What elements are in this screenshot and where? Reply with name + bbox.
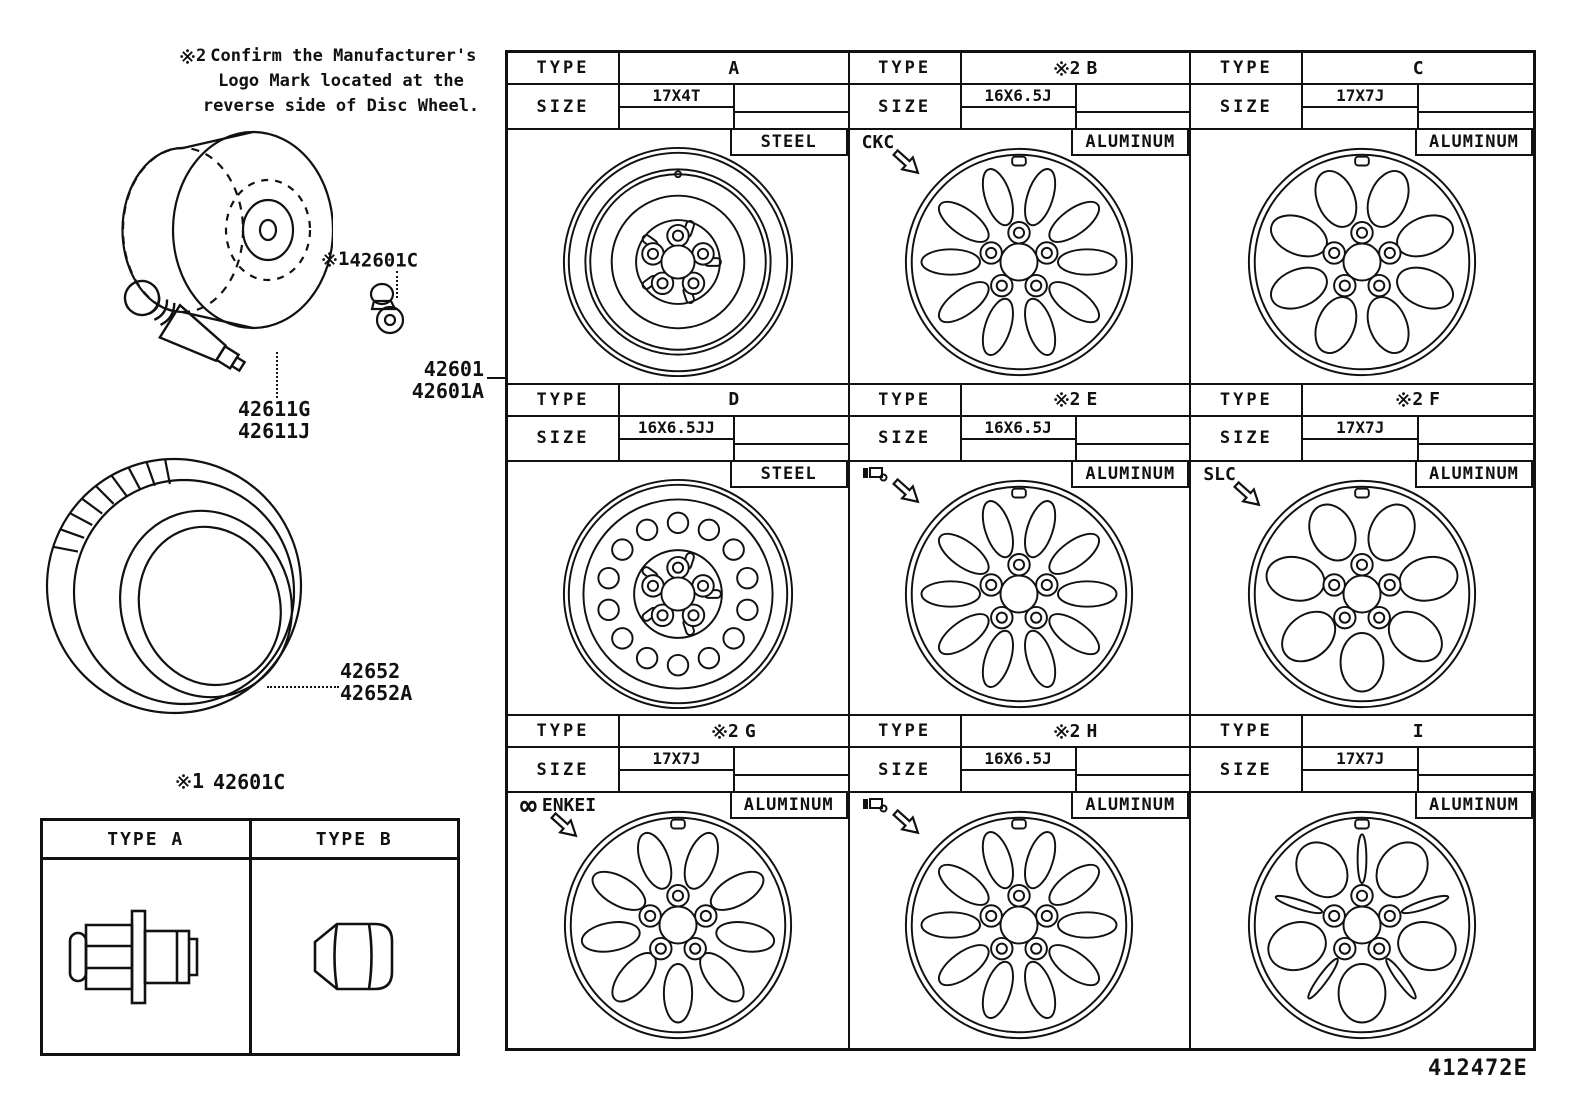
spec-header [1191, 716, 1533, 793]
wheel-illustration [508, 145, 848, 383]
pointer-arrow-icon [1227, 481, 1271, 521]
type-label: TYPE [508, 716, 620, 746]
size-value: 16X6.5J [984, 417, 1052, 437]
reference-mark: 2 [1054, 721, 1081, 742]
size-label: SIZE [850, 748, 962, 791]
type-label: TYPE [850, 716, 962, 746]
wheel-maker-logo-icon [862, 796, 888, 813]
material-tag: ALUMINUM [1415, 130, 1533, 156]
wheel-cell-I [1191, 716, 1533, 1048]
leader-line-disc-wheel [487, 377, 507, 379]
size-value: 17X7J [1336, 86, 1385, 105]
spec-header [1191, 385, 1533, 462]
spec-header [850, 716, 1190, 793]
pointer-arrow-icon [886, 809, 930, 849]
size-label: SIZE [1191, 748, 1303, 791]
type-value: A [728, 57, 740, 79]
wheel-annotation: CKC [862, 133, 930, 189]
reference-mark-icon [322, 252, 337, 267]
reference-mark: 2 [1054, 58, 1081, 79]
material-tag: STEEL [730, 462, 848, 488]
hub-nut-label: 1 42601C [176, 770, 285, 793]
type-value: D [728, 389, 740, 411]
wheel-annotation [862, 465, 930, 518]
size-label: SIZE [508, 417, 620, 460]
type-value: 2 G [620, 716, 848, 746]
material-tag: ALUMINUM [1071, 793, 1189, 819]
wheel-cell-G [508, 716, 850, 1048]
type-label: TYPE [1191, 716, 1303, 746]
type-label: TYPE [1191, 53, 1303, 83]
type-label: TYPE [850, 53, 962, 83]
spec-header [508, 385, 848, 462]
enkei-logo-icon: ∞ [520, 789, 537, 823]
material-tag: ALUMINUM [1071, 130, 1189, 156]
reference-mark-icon [180, 49, 195, 64]
reference-mark: 2 [712, 721, 739, 742]
reference-mark: 2 [1054, 389, 1081, 410]
wheel-annotation [862, 796, 930, 849]
material-tag: ALUMINUM [1415, 462, 1533, 488]
size-label: SIZE [508, 85, 620, 128]
material-tag: ALUMINUM [1071, 462, 1189, 488]
wheel-cell-C [1191, 53, 1533, 385]
size-label: SIZE [850, 85, 962, 128]
size-label: SIZE [1191, 85, 1303, 128]
size-value: 16X6.5JJ [637, 417, 715, 437]
wheel-illustration [508, 477, 848, 715]
size-label: SIZE [1191, 417, 1303, 460]
footnote-line-1: 2 Confirm the Manufacturer's [180, 44, 502, 69]
reference-mark-icon [1396, 392, 1411, 407]
size-label: SIZE [850, 417, 962, 460]
type-value: 2 F [1303, 385, 1533, 415]
spec-header [1191, 53, 1533, 130]
wheel-annotation: SLC [1203, 465, 1271, 521]
drawing-number: 412472E [1428, 1056, 1528, 1081]
valve-stem-label: 42611G 42611J [238, 397, 311, 443]
reference-mark-icon [1054, 61, 1069, 76]
type-label: TYPE [508, 385, 620, 415]
size-value: 17X7J [652, 749, 701, 769]
wheel-cell-D [508, 385, 850, 717]
spec-header [850, 385, 1190, 462]
reference-mark-icon [1054, 392, 1069, 407]
pointer-arrow-icon [544, 812, 588, 852]
valve-core-label: 1 42601C [322, 248, 418, 272]
nut-type-a-drawing [43, 860, 249, 1053]
material-tag: STEEL [730, 130, 848, 156]
nut-type-b-header: TYPE B [252, 821, 458, 860]
nut-type-a-header: TYPE A [43, 821, 249, 860]
size-value: 16X6.5J [984, 86, 1052, 105]
wheel-cell-H [850, 716, 1192, 1048]
pointer-arrow-icon [886, 149, 930, 189]
footnote-line-3: reverse side of Disc Wheel. [202, 96, 480, 116]
leader-line-valve-core [396, 271, 398, 298]
reference-mark-icon [176, 774, 191, 789]
reference-mark: 2 [180, 44, 206, 69]
type-value: 2 B [962, 53, 1190, 83]
material-tag: ALUMINUM [730, 793, 848, 819]
wheel-illustration [1191, 808, 1533, 1048]
wheel-illustration [1191, 145, 1533, 383]
leader-line-tire [267, 686, 339, 688]
spec-header [508, 716, 848, 793]
size-value: 17X4T [652, 86, 701, 105]
footnote-line-2: Logo Mark located at the [218, 71, 464, 91]
type-value: 2 H [962, 716, 1190, 746]
type-value: 2 E [962, 385, 1190, 415]
size-value: 17X7J [1336, 749, 1385, 769]
reference-mark-icon [1054, 724, 1069, 739]
type-label: TYPE [508, 53, 620, 83]
pointer-arrow-icon [886, 478, 930, 518]
disc-wheel-label: 42601 42601A [411, 357, 484, 403]
type-value: I [1412, 720, 1424, 742]
spec-header [508, 53, 848, 130]
type-value: C [1412, 57, 1424, 79]
spec-header [850, 53, 1190, 130]
nut-type-b-drawing [252, 860, 458, 1053]
reference-mark: 2 [1396, 389, 1423, 410]
wheel-annotation: ∞ ENKEI [520, 796, 596, 852]
size-label: SIZE [508, 748, 620, 791]
wheel-cell-E [850, 385, 1192, 717]
wheel-cell-B [850, 53, 1192, 385]
valve-core-drawing [362, 280, 414, 338]
nut-type-b-column [249, 821, 458, 1053]
wheel-maker-logo-icon [862, 465, 888, 482]
tire-drawing [36, 446, 336, 736]
tire-label: 42652 42652A [340, 659, 413, 705]
size-value: 16X6.5J [984, 749, 1052, 769]
size-value: 17X7J [1336, 417, 1385, 437]
type-label: TYPE [850, 385, 962, 415]
nut-type-table [40, 818, 460, 1056]
wheel-cell-F [1191, 385, 1533, 717]
wheel-cell-A [508, 53, 850, 385]
wheel-spec-grid [505, 50, 1536, 1051]
valve-stem-drawing [112, 268, 322, 418]
type-label: TYPE [1191, 385, 1303, 415]
nut-type-a-column [43, 821, 249, 1053]
reference-mark-icon [712, 724, 727, 739]
material-tag: ALUMINUM [1415, 793, 1533, 819]
leader-line-valve-stem [276, 352, 278, 398]
